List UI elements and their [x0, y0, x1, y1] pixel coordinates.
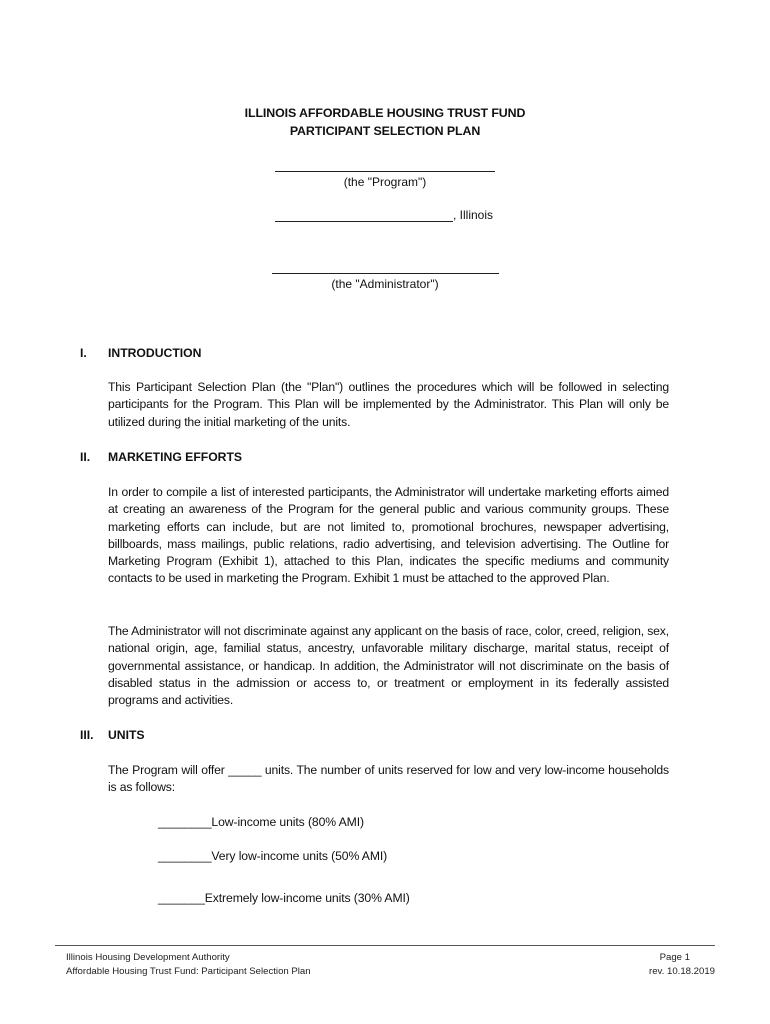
intro-paragraph: This Participant Selection Plan (the "Plan") outlines the procedures which will be followed in selecting participants for the Program. This Plan will be implemented by the Administrator. This Plan will only be utilized during the initial marketing of the units.: [108, 380, 669, 429]
footer-revision: rev. 10.18.2019: [649, 966, 715, 977]
program-label: (the "Program"): [343, 175, 427, 189]
footer-divider: [55, 945, 715, 946]
document-title-line1: ILLINOIS AFFORDABLE HOUSING TRUST FUND: [244, 106, 526, 120]
program-name-blank[interactable]: [275, 171, 495, 172]
very-low-income-units-line[interactable]: ________Very low-income units (50% AMI): [158, 849, 388, 863]
footer-document-title: Affordable Housing Trust Fund: Participant Selection Plan: [66, 966, 311, 977]
marketing-paragraph-2: The Administrator will not discriminate against any applicant on the basis of race, color, creed, religion, sex, national origin, age, familial status, ancestry, unfavorable military discharge, marital status, receipt of governmental assistance, or handicap. In addition, the Administrator will not discriminate on the basis of disabled status in the admission or access to, or treatment or employment in its federally assisted programs and activities.: [108, 624, 669, 708]
city-suffix: , Illinois: [453, 208, 494, 222]
marketing-paragraph-1: In order to compile a list of interested participants, the Administrator will undertake marketing efforts aimed at creating an awareness of the Program for the general public and various community groups. These marketing efforts can include, but are not limited to, promotional brochures, newspaper advertising, billboards, mass mailings, public relations, radio advertising, and television advertising. The Outline for Marketing Program (Exhibit 1), attached to this Plan, indicates the specific mediums and community contacts to be used in marketing the Program. Exhibit 1 must be attached to the approved Plan.: [108, 485, 669, 586]
units-paragraph: The Program will offer _____ units. The number of units reserved for low and very low-income households is as follows:: [108, 763, 669, 795]
section-heading-marketing: MARKETING EFFORTS: [108, 450, 243, 464]
section-number-marketing: II.: [80, 450, 91, 464]
document-title-line2: PARTICIPANT SELECTION PLAN: [289, 124, 481, 138]
footer-page-number: Page 1: [659, 952, 690, 963]
section-number-units: III.: [80, 728, 94, 742]
city-name-blank[interactable]: [275, 221, 453, 222]
footer-organization: Illinois Housing Development Authority: [66, 952, 230, 963]
administrator-name-blank[interactable]: [272, 273, 499, 274]
section-heading-units: UNITS: [108, 728, 145, 742]
administrator-label: (the "Administrator"): [331, 277, 439, 291]
section-number-intro: I.: [80, 346, 87, 360]
low-income-units-line[interactable]: ________Low-income units (80% AMI): [158, 815, 364, 829]
extremely-low-income-units-line[interactable]: _______Extremely low-income units (30% AMI): [158, 891, 410, 905]
section-heading-intro: INTRODUCTION: [108, 346, 202, 360]
